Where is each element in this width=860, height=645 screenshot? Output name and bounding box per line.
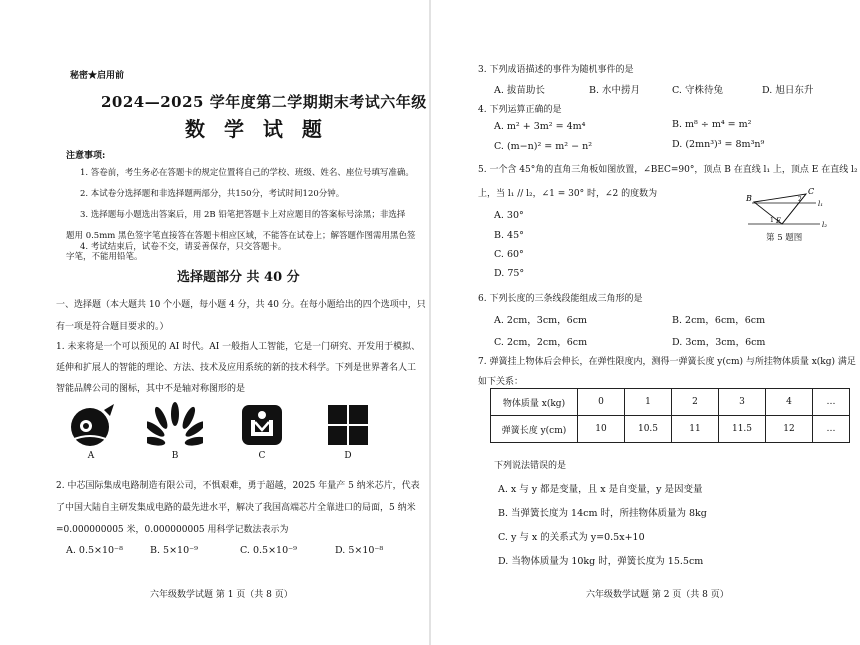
note-line-3: 3. 选择题每小题选出答案后，用 2B 铅笔把答题卡上对应题目的答案标号涂黑；非选择 — [80, 210, 406, 220]
q2-option-c: C. 0.5×10⁻⁹ — [240, 545, 297, 556]
q4-text: 4. 下列运算正确的是 — [478, 105, 562, 115]
table-cell: 3 — [719, 389, 766, 416]
table-cell: 10.5 — [625, 416, 672, 443]
q1-line1: 1. 未来将是一个可以预见的 AI 时代。AI 一般指人工智能，它是一门研究、开发用于模拟、 — [56, 342, 421, 352]
q5-figure — [740, 186, 830, 230]
q7-data-table — [490, 388, 850, 443]
table-row — [491, 389, 850, 416]
q4-option-b: B. m⁸ ÷ m⁴ = m² — [672, 119, 752, 130]
whale-logo-icon — [66, 402, 116, 448]
angle-2-label: 2 — [798, 196, 802, 203]
footer-page-2: 六年级数学试题 第 2 页（共 8 页） — [586, 590, 729, 600]
table-header-cell: 弹簧长度 y(cm) — [491, 416, 578, 443]
q4-option-a: A. m² + 3m² = 4m⁴ — [494, 121, 586, 132]
q5-line1: 5. 一个含 45°角的直角三角板如图放置，∠BEC=90°，顶点 B 在直线 l₁ 上，顶点 E 在直线 l₂ — [478, 165, 858, 175]
label-l1: l₁ — [818, 200, 824, 208]
q1-line2: 延伸和扩展人的智能的理论、方法、技术及应用系统的新的技术科学。下列是世界著名人工 — [56, 363, 417, 373]
q3-option-b: B. 水中捞月 — [589, 85, 641, 96]
note-line-6: 4. 考试结束后，试卷不交，请妥善保存，只交答题卡。 — [80, 242, 287, 252]
q7-line2: 如下关系： — [478, 377, 524, 387]
q7-option-a: A. x 与 y 都是变量，且 x 是自变量，y 是因变量 — [498, 484, 703, 495]
q7-option-b: B. 当弹簧长度为 14cm 时，所挂物体质量为 8kg — [498, 508, 707, 519]
q7-option-d: D. 当物体质量为 10kg 时，弹簧长度为 15.5cm — [498, 556, 704, 567]
note-line-1: 1. 答卷前，考生务必在答题卡的规定位置将自己的学校、班级、姓名、座位号填写准确。 — [80, 168, 414, 178]
logo-b-label: B — [171, 451, 179, 461]
q2-option-a: A. 0.5×10⁻⁸ — [66, 545, 123, 556]
part1-instructions-line1: 一、选择题（本大题共 10 个小题，每小题 4 分，共 40 分。在每小题给出的四个选项中，只 — [56, 300, 426, 310]
table-cell: … — [813, 389, 850, 416]
section-title: 选择题部分 共 40 分 — [177, 270, 300, 285]
q7-ask: 下列说法错误的是 — [494, 461, 567, 471]
q3-option-c: C. 守株待兔 — [672, 85, 723, 96]
q3-option-a: A. 拔苗助长 — [494, 85, 545, 96]
q2-line1: 2. 中芯国际集成电路制造有限公司，不惧艰难，勇于超越，2025 年量产 5 纳米芯片，代表 — [56, 481, 420, 491]
notes-heading: 注意事项: — [66, 151, 106, 161]
table-cell: 11 — [672, 416, 719, 443]
table-cell: … — [813, 416, 850, 443]
figure-square-logo-icon — [241, 404, 283, 446]
q6-option-b: B. 2cm，6cm，6cm — [672, 315, 766, 326]
q5-option-b: B. 45° — [494, 230, 524, 241]
q7-line1: 7. 弹簧挂上物体后会伸长，在弹性限度内，测得一弹簧长度 y(cm) 与所挂物体质量 x(kg) 满足 — [478, 357, 856, 367]
subject-title: 数 学 试 题 — [185, 117, 328, 141]
flower-petal-logo-icon — [147, 402, 203, 448]
q5-option-d: D. 75° — [494, 268, 525, 279]
q1-line3: 智能品牌公司的图标，其中不是轴对称图形的是 — [56, 384, 246, 394]
logo-d-label: D — [344, 451, 352, 461]
label-B: B — [746, 194, 752, 203]
q3-option-d: D. 旭日东升 — [762, 85, 814, 96]
angle-1-label: 1 — [770, 217, 774, 224]
table-cell: 12 — [766, 416, 813, 443]
label-l2: l₂ — [822, 221, 828, 229]
table-cell: 0 — [578, 389, 625, 416]
four-squares-logo-icon — [327, 404, 369, 446]
q2-option-d: D. 5×10⁻⁸ — [335, 545, 384, 556]
note-line-4: 题用 0.5mm 黑色签字笔直接答在答题卡相应区域，不能答在试卷上；解答题作图需用黑色签 — [66, 231, 416, 241]
table-row — [491, 416, 850, 443]
logo-c-label: C — [258, 451, 266, 461]
q2-line3: =0.000000005 米，0.000000005 用科学记数法表示为 — [56, 525, 289, 535]
table-cell: 11.5 — [719, 416, 766, 443]
q6-option-d: D. 3cm，3cm，6cm — [672, 337, 766, 348]
table-cell: 10 — [578, 416, 625, 443]
q5-line2: 上，当 l₁ // l₂，∠1 = 30° 时，∠2 的度数为 — [478, 189, 658, 199]
q2-option-b: B. 5×10⁻⁹ — [150, 545, 198, 556]
q3-text: 3. 下列成语描述的事件为随机事件的是 — [478, 65, 634, 75]
label-E: E — [776, 217, 782, 225]
q6-option-c: C. 2cm，2cm，6cm — [494, 337, 588, 348]
exam-title: 2024—2025 学年度第二学期期末考试六年级 — [101, 93, 427, 111]
logo-a-label: A — [87, 451, 95, 461]
part1-instructions-line2: 有一项是符合题目要求的。） — [56, 322, 169, 332]
label-C: C — [808, 187, 815, 196]
note-line-5: 字笔，不能用铅笔。 — [66, 252, 143, 262]
footer-page-1: 六年级数学试题 第 1 页（共 8 页） — [150, 590, 293, 600]
q6-option-a: A. 2cm，3cm，6cm — [494, 315, 588, 326]
q2-line2: 了中国大陆自主研发集成电路的最先进水平，解决了我国高端芯片全靠进口的局面，5 纳米 — [56, 503, 416, 513]
table-cell: 1 — [625, 389, 672, 416]
q7-option-c: C. y 与 x 的关系式为 y=0.5x+10 — [498, 532, 645, 543]
q6-text: 6. 下列长度的三条线段能组成三角形的是 — [478, 294, 643, 304]
q5-option-a: A. 30° — [494, 210, 524, 221]
table-cell: 4 — [766, 389, 813, 416]
note-line-2: 2. 本试卷分选择题和非选择题两部分，共150分，考试时间120分钟。 — [80, 189, 345, 199]
q5-option-c: C. 60° — [494, 249, 524, 260]
table-header-cell: 物体质量 x(kg) — [491, 389, 578, 416]
q4-option-c: C. (m−n)² = m² − n² — [494, 141, 593, 152]
secret-label: 秘密★启用前 — [70, 71, 125, 81]
q4-option-d: D. (2mn³)³ = 8m³n⁹ — [672, 139, 765, 150]
fig5-caption: 第 5 题图 — [766, 233, 803, 243]
table-cell: 2 — [672, 389, 719, 416]
